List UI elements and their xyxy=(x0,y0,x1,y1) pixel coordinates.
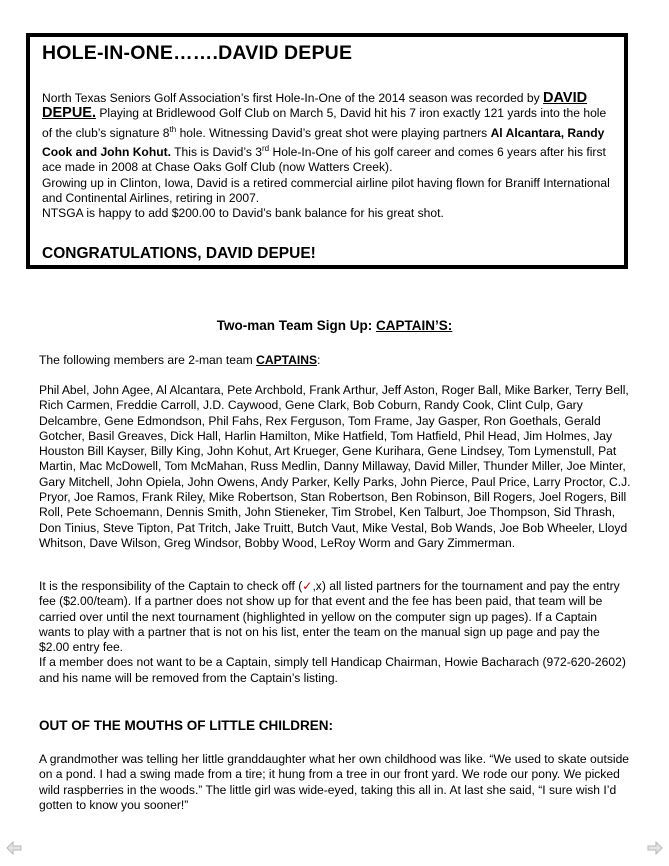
intro-colon: : xyxy=(317,353,321,367)
hole-in-one-title: HOLE-IN-ONE…….DAVID DEPUE xyxy=(42,42,353,64)
arrow-right-icon[interactable] xyxy=(647,840,663,856)
captains-names: Phil Abel, John Agee, Al Alcantara, Pete Archbold, Frank Arthur, Jeff Aston, Roger Ball, Mike Barker, Terry Bell, Rich Carmen, Freddie Carroll, J.D. Caywood, Gene Clark, Bob Coburn, Randy Cook, Clint Culp, Gary Delcambre, Gene Edmondson, Phil Fahs, Rex Ferguson, Tom Frame, Jay Gasper, Ron Goethals, Gerald Gotcher, Basil Greaves, Dick Hall, Harlin Hamilton, Mike Hatfield, Tom Hatfield, Phil Head, Jim Holmes, Jay Houston Bill Kayser, Billy King, John Kohut, Art Krueger, Gene Kurihara, Gene Lindsey, Tom Lymenstull, Pat Martin, Mac McDowell, Tom McMahan, Russ Medlin, Danny Millaway, David Miller, Thunder Miller, Joe Minter, Gary Mitchell, John Opiela, John Owens, Andy Parker, Kelly Parks, John Pierce, Paul Price, Larry Proctor, C.J. Pryor, Joe Ramos, Frank Riley, Mike Robertson, Stan Robertson, Ben Robinson, Bill Rogers, Joel Rogers, Bill Roll, Pete Schoemann, Dennis Smith, John Stieneker, Tim Strobel, Ken Talburt, Joe Thompson, Sid Thrash, Don Tinius, Steve Tipton, Pat Tritch, Jake Truitt, Butch Vaut, Mike Vestal, Bob Wands, Joe Bob Wheeler, Lloyd Whitson, Dave Wilson, Greg Windsor, Bobby Wood, LeRoy Worm and Gary Zimmerman. xyxy=(39,383,631,550)
superscript-rd: rd xyxy=(261,143,270,153)
intro-text: The following members are 2-man team xyxy=(39,353,257,367)
congratulations-line: CONGRATULATIONS, DAVID DEPUE! xyxy=(42,245,316,262)
playing-partners: Al Alcantara, Randy Cook and John Kohut. xyxy=(42,125,605,159)
captains-intro xyxy=(39,353,631,368)
check-mark-icon: ✓ xyxy=(302,579,313,593)
story-text: A grandmother was telling her little granddaughter what her own childhood was like. “We used to skate outside on a pond. I had a swing made from a tire; it hung from a tree in our front yard. We rode our pony. We picked wild raspberries in the woods.” The little girl was wide-eyed, taking this all in. At last she said, “I sure wish I’d gotten to know you sooner!” xyxy=(39,752,630,812)
opt-out-paragraph: If a member does not want to be a Captain, simply tell Handicap Chairman, Howie Bacharach (972-620-2602) and his name will be removed from the Captain’s listing. xyxy=(39,655,626,685)
hole-in-one-paragraph-1 xyxy=(42,91,612,176)
mouths-heading: OUT OF THE MOUTHS OF LITTLE CHILDREN: xyxy=(39,718,333,733)
heading-captains: CAPTAIN’S: xyxy=(376,318,453,333)
arrow-left-icon[interactable] xyxy=(6,840,22,856)
hole-in-one-paragraph-3: NTSGA is happy to add $200.00 to David’s bank balance for his great shot. xyxy=(42,206,444,221)
captains-list xyxy=(39,383,631,551)
text-run: ,x) all listed partners for the tournament and pay the entry fee ($2.00/team). If a partner does not show up for that event and the fee has been paid, that team will be carried over until the next tournament (highlighted in yellow on the computer sign up pages). If a Captain wants to play with a partner that is not on his list, enter the team on the manual sign up page and pay the $2.00 entry fee. xyxy=(39,579,620,655)
team-signup-heading xyxy=(0,318,669,333)
text-run: Playing at Bridlewood Golf Club on March 5, David hit his 7 iron exactly 121 yards into the hole of the club’s signature 8 xyxy=(42,106,607,140)
superscript-th: th xyxy=(169,124,177,134)
intro-captains: CAPTAINS xyxy=(256,353,318,367)
hole-in-one-box xyxy=(26,33,628,269)
captain-responsibility xyxy=(39,579,631,686)
text-run: Hole-In-One of his golf career and comes 6 years after his first ace made in 2008 at Chase Oaks Golf Club (now Watters Creek). xyxy=(42,144,606,175)
text-run: This is David’s 3 xyxy=(171,144,262,159)
hole-in-one-paragraph-2: Growing up in Clinton, Iowa, David is a retired commercial airline pilot having flown for Braniff International and Continental Airlines, retiring in 2007. xyxy=(42,175,610,205)
text-run: It is the responsibility of the Captain to check off ( xyxy=(39,579,303,593)
mouths-story xyxy=(39,752,631,813)
text-run: North Texas Seniors Golf Association’s first Hole-In-One of the 2014 season was recorded by xyxy=(42,91,544,105)
golfer-name: DAVID DEPUE. xyxy=(42,90,588,122)
heading-text: Two-man Team Sign Up: xyxy=(216,318,376,333)
hole-in-one-body xyxy=(42,91,612,221)
responsibility-paragraph xyxy=(39,579,631,655)
text-run: hole. Witnessing David’s great shot were playing partners xyxy=(176,125,491,140)
